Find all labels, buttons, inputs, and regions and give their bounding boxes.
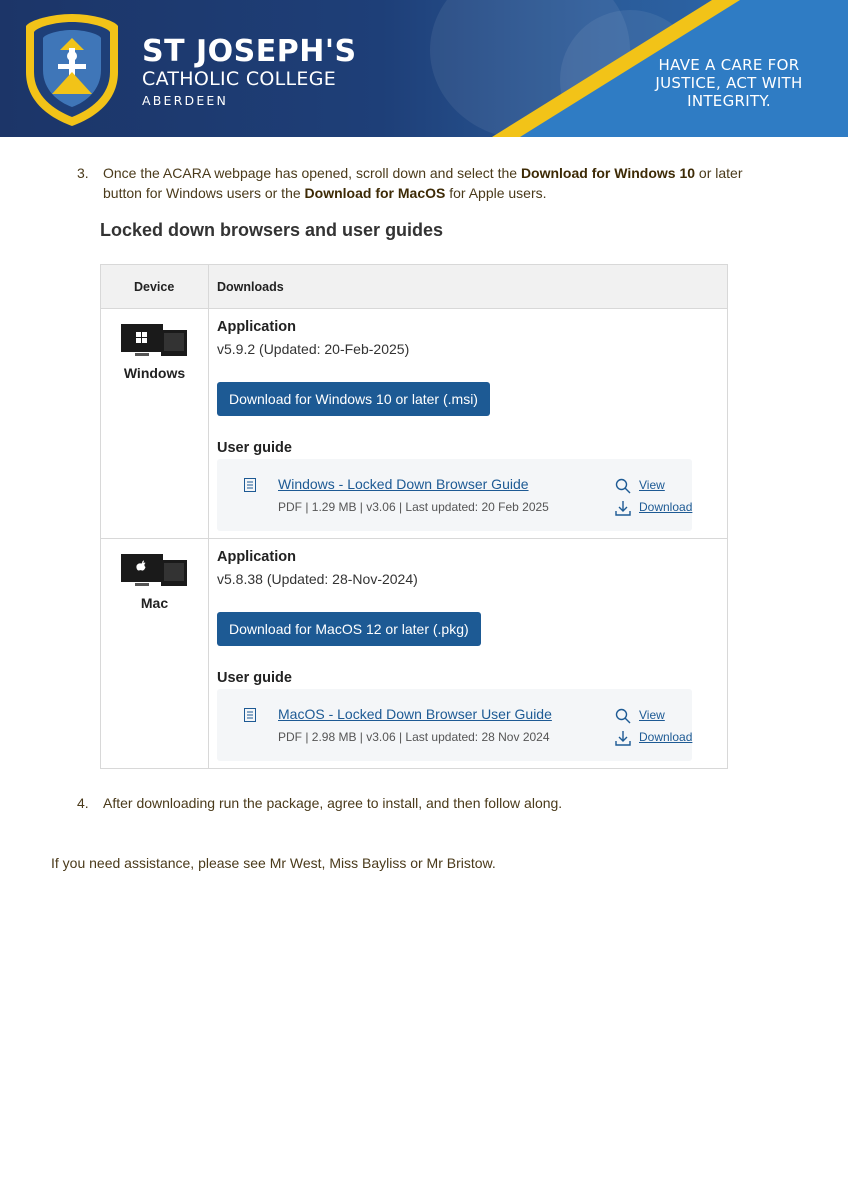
school-name-line2: CATHOLIC COLLEGE: [142, 68, 337, 90]
document-icon: [244, 478, 256, 492]
table-header: [101, 265, 727, 309]
column-header-device: Device: [134, 280, 175, 294]
user-guide-title: User guide: [217, 440, 292, 456]
header-banner: [0, 0, 848, 137]
user-guide-card: [217, 689, 692, 761]
device-label-mac: Mac: [140, 595, 169, 611]
download-icon: [615, 500, 631, 516]
step-text-line1: Once the ACARA webpage has opened, scroll down and select the Download for Windows 10 or later: [103, 165, 743, 181]
search-icon: [615, 478, 631, 494]
user-guide-link[interactable]: MacOS - Locked Down Browser User Guide: [278, 706, 552, 722]
download-macos-button[interactable]: Download for MacOS 12 or later (.pkg): [217, 612, 481, 646]
application-title: Application: [217, 549, 296, 565]
view-link[interactable]: View: [639, 478, 665, 492]
download-windows-button[interactable]: Download for Windows 10 or later (.msi): [217, 382, 490, 416]
college-crest-icon: [22, 10, 122, 128]
user-guide-title: User guide: [217, 670, 292, 686]
step-number: 3.: [77, 165, 89, 181]
step-number: 4.: [77, 795, 89, 811]
row-divider: [101, 538, 727, 539]
download-icon: [615, 730, 631, 746]
user-guide-card: [217, 459, 692, 531]
step-text: After downloading run the package, agree to install, and then follow along.: [103, 795, 563, 811]
user-guide-link[interactable]: Windows - Locked Down Browser Guide: [278, 476, 529, 492]
application-title: Application: [217, 319, 296, 335]
downloads-section-heading: Locked down browsers and user guides: [100, 220, 444, 240]
bold-macos-button-name: Download for MacOS: [304, 185, 446, 201]
motto-line1: HAVE A CARE FOR: [658, 56, 800, 74]
school-location: ABERDEEN: [142, 93, 229, 108]
step-text: [103, 163, 743, 203]
document-icon: [244, 708, 256, 722]
downloads-table: [100, 264, 728, 769]
motto-line2: JUSTICE, ACT WITH: [655, 74, 803, 92]
download-link[interactable]: Download: [639, 730, 693, 744]
mac-device-icon: [121, 554, 187, 588]
motto-line3: INTEGRITY.: [687, 92, 771, 110]
search-icon: [615, 708, 631, 724]
application-version: v5.8.38 (Updated: 28-Nov-2024): [217, 571, 418, 587]
user-guide-meta: PDF | 1.29 MB | v3.06 | Last updated: 20 Feb 2025: [278, 500, 549, 514]
application-version: v5.9.2 (Updated: 20-Feb-2025): [217, 341, 410, 357]
user-guide-meta: PDF | 2.98 MB | v3.06 | Last updated: 28 Nov 2024: [278, 730, 550, 744]
school-name-line1: ST JOSEPH'S: [142, 34, 357, 69]
windows-device-icon: [121, 324, 187, 358]
step-text-line2: button for Windows users or the Download for MacOS for Apple users.: [103, 185, 547, 201]
column-divider: [208, 265, 209, 768]
assistance-note: If you need assistance, please see Mr West, Miss Bayliss or Mr Bristow.: [51, 855, 496, 871]
column-header-downloads: Downloads: [217, 280, 284, 294]
bold-windows-button-name: Download for Windows 10: [520, 165, 696, 181]
view-link[interactable]: View: [639, 708, 665, 722]
device-label-windows: Windows: [123, 365, 186, 381]
school-name: [142, 36, 357, 110]
download-link[interactable]: Download: [639, 500, 693, 514]
college-motto: [644, 56, 814, 110]
